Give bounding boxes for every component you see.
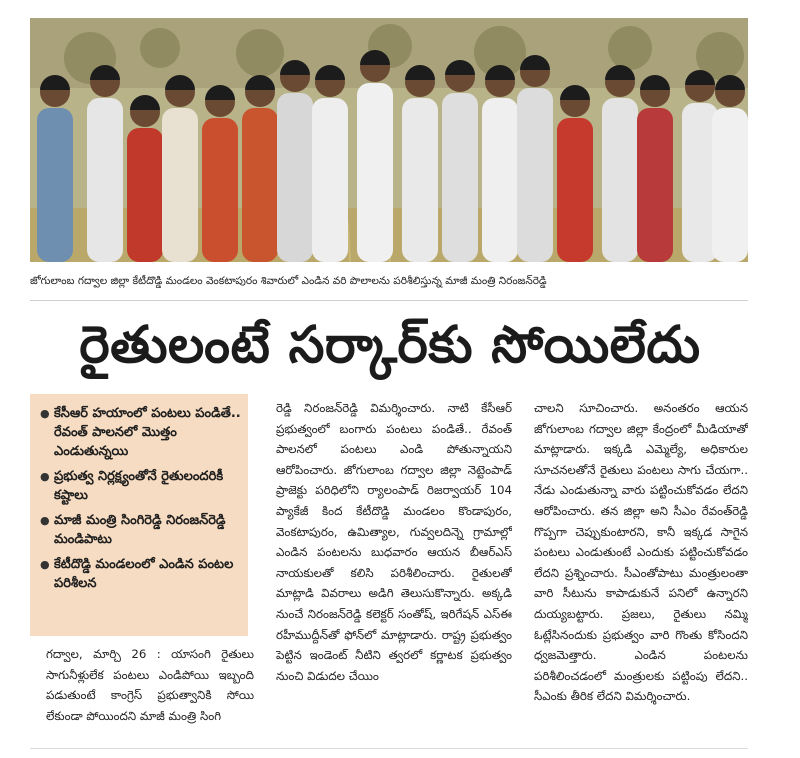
person-figure — [602, 98, 638, 262]
highlight-text: ప్రభుత్వ నిర్లక్ష్యంతోనే రైతులందరికీ కష్టాలు — [54, 469, 224, 503]
highlights-box — [30, 394, 248, 636]
photo-illustration — [30, 18, 748, 262]
person-figure — [87, 98, 123, 262]
photo-caption: జోగులాంబ గద్వాల జిల్లా కేటీదొడ్డి మండలం వెంకటాపురం శివారులో ఎండిన వరి పొలాలను పరిశీలిస్తున్న మాజీ మంత్రి నిరంజన్‌రెడ్డి — [30, 275, 547, 287]
bullet-icon: ● — [40, 558, 50, 571]
person-figure — [637, 108, 673, 262]
person-figure — [277, 93, 313, 262]
person-figure — [127, 128, 163, 262]
news-photo — [30, 18, 748, 262]
highlight-item — [40, 511, 242, 549]
person-figure — [357, 83, 393, 262]
person-figure — [312, 98, 348, 262]
article-column-2 — [276, 398, 512, 742]
page-divider — [30, 748, 748, 749]
article-paragraph: చాలని సూచించారు. అనంతరం ఆయన జోగులాంబ గద్వాల జిల్లా కేంద్రంలో మీడియాతో మాట్లాడారు. ఇక్కడి ఎమ్మెల్యే, అధికారుల సూచనలతోనే రైతులు పంటలు సాగు చేయగా.. నేడు ఎండుతున్నా వారు పట్టించుకోవడం లేదని ఆరోపించారు. తన జిల్లా అని సీఎం రేవంత్‌రెడ్డి గొప్పగా చెప్పుకుంటారని, కానీ ఇక్కడ సాగైన పంటలు ఎండుతుంటే ఎందుకు పట్టించుకోవడం లేదని ప్రశ్నించారు. సీఎంతోపాటు మంత్రులంతా వారి సీటును కాపాడుకునే పనిలో ఉన్నారని దుయ్యబట్టారు. ప్రజలు, రైతులు నమ్మి ఓట్లేసినందుకు ప్రభుత్వం వారి గొంతు కోసిందని ధ్వజమెత్తారు. ఎండిన పంటలను పరిశీలించడంలో మంత్రులకు పట్టింపు లేదని.. సీఎంకు తీరిక లేదని విమర్శించారు. — [534, 401, 748, 704]
person-figure — [37, 108, 73, 262]
bullet-icon: ● — [40, 514, 50, 527]
person-figure — [557, 118, 593, 262]
highlight-item — [40, 555, 242, 593]
article-column-1 — [46, 644, 254, 742]
person-figure — [442, 93, 478, 262]
article-paragraph: గద్వాల, మార్చి 26 : యాసంగి రైతులు సాగునీళ్లులేక పంటలు ఎండిపోయి ఇబ్బంది పడుతుంటే కాంగ్రెస్ ప్రభుత్వానికి సోయి లేకుండా పోయిందని మాజీ మంత్రి సింగి — [46, 647, 254, 723]
highlight-item — [40, 404, 242, 461]
highlight-text: కేసీఆర్ హయాంలో పంటలు పండితే.. రేవంత్ పాలనలో మొత్తం ఎండుతున్నయి — [54, 406, 241, 459]
person-figure — [202, 118, 238, 262]
person-figure — [517, 88, 553, 262]
person-figure — [712, 108, 748, 262]
caption-divider — [30, 300, 748, 301]
highlight-item — [40, 467, 242, 505]
person-figure — [242, 108, 278, 262]
article-column-3 — [534, 398, 748, 742]
person-figure — [482, 98, 518, 262]
bullet-icon: ● — [40, 470, 50, 483]
highlight-text: కేటీదొడ్డి మండలంలో ఎండిన పంటల పరిశీలన — [54, 557, 234, 591]
person-figure — [402, 98, 438, 262]
highlight-text: మాజీ మంత్రి సింగిరెడ్డి నిరంజన్‌రెడ్డి మండిపాటు — [54, 513, 226, 547]
headline: రైతులంటే సర్కార్‌కు సోయిలేదు — [79, 316, 701, 375]
bullet-icon: ● — [40, 407, 50, 420]
article-paragraph: రెడ్డి నిరంజన్‌రెడ్డి విమర్శించారు. నాటి కేసీఆర్ ప్రభుత్వంలో బంగారు పంటలు పండితే.. రేవంత్ పాలనలో పంటలు ఎండి పోతున్నాయని ఆరోపించారు. జోగులాంబ గద్వాల జిల్లా నెట్టెంపాడ్ ప్రాజెక్టు పరిధిలోని ర్యాలంపాడ్ రిజర్వాయర్ 104 ప్యాకేజీ కింద కేటీదొడ్డి మండలం కొండాపురం, వెంకటాపురం, ఉమిత్యాల, గువ్వలదిన్నె గ్రామాల్లో ఎండిన పంటలను బుధవారం ఆయన బీఆర్ఎస్ నాయకులతో కలిసి పరిశీలించారు. రైతులతో మాట్లాడి వివరాలు అడిగి తెలుసుకొన్నారు. అక్కడి నుంచే నిరంజన్‌రెడ్డి కలెక్టర్ సంతోష్, ఇరిగేషన్ ఎస్ఈ రహీముద్దీన్‌తో ఫోన్‌లో మాట్లాడారు. రాష్ట్ర ప్రభుత్వం పెట్టిన ఇండెంట్ నీటిని త్వరలో కర్ణాటక ప్రభుత్వం నుంచి విడుదల చేయిం — [276, 401, 512, 683]
person-figure — [162, 108, 198, 262]
